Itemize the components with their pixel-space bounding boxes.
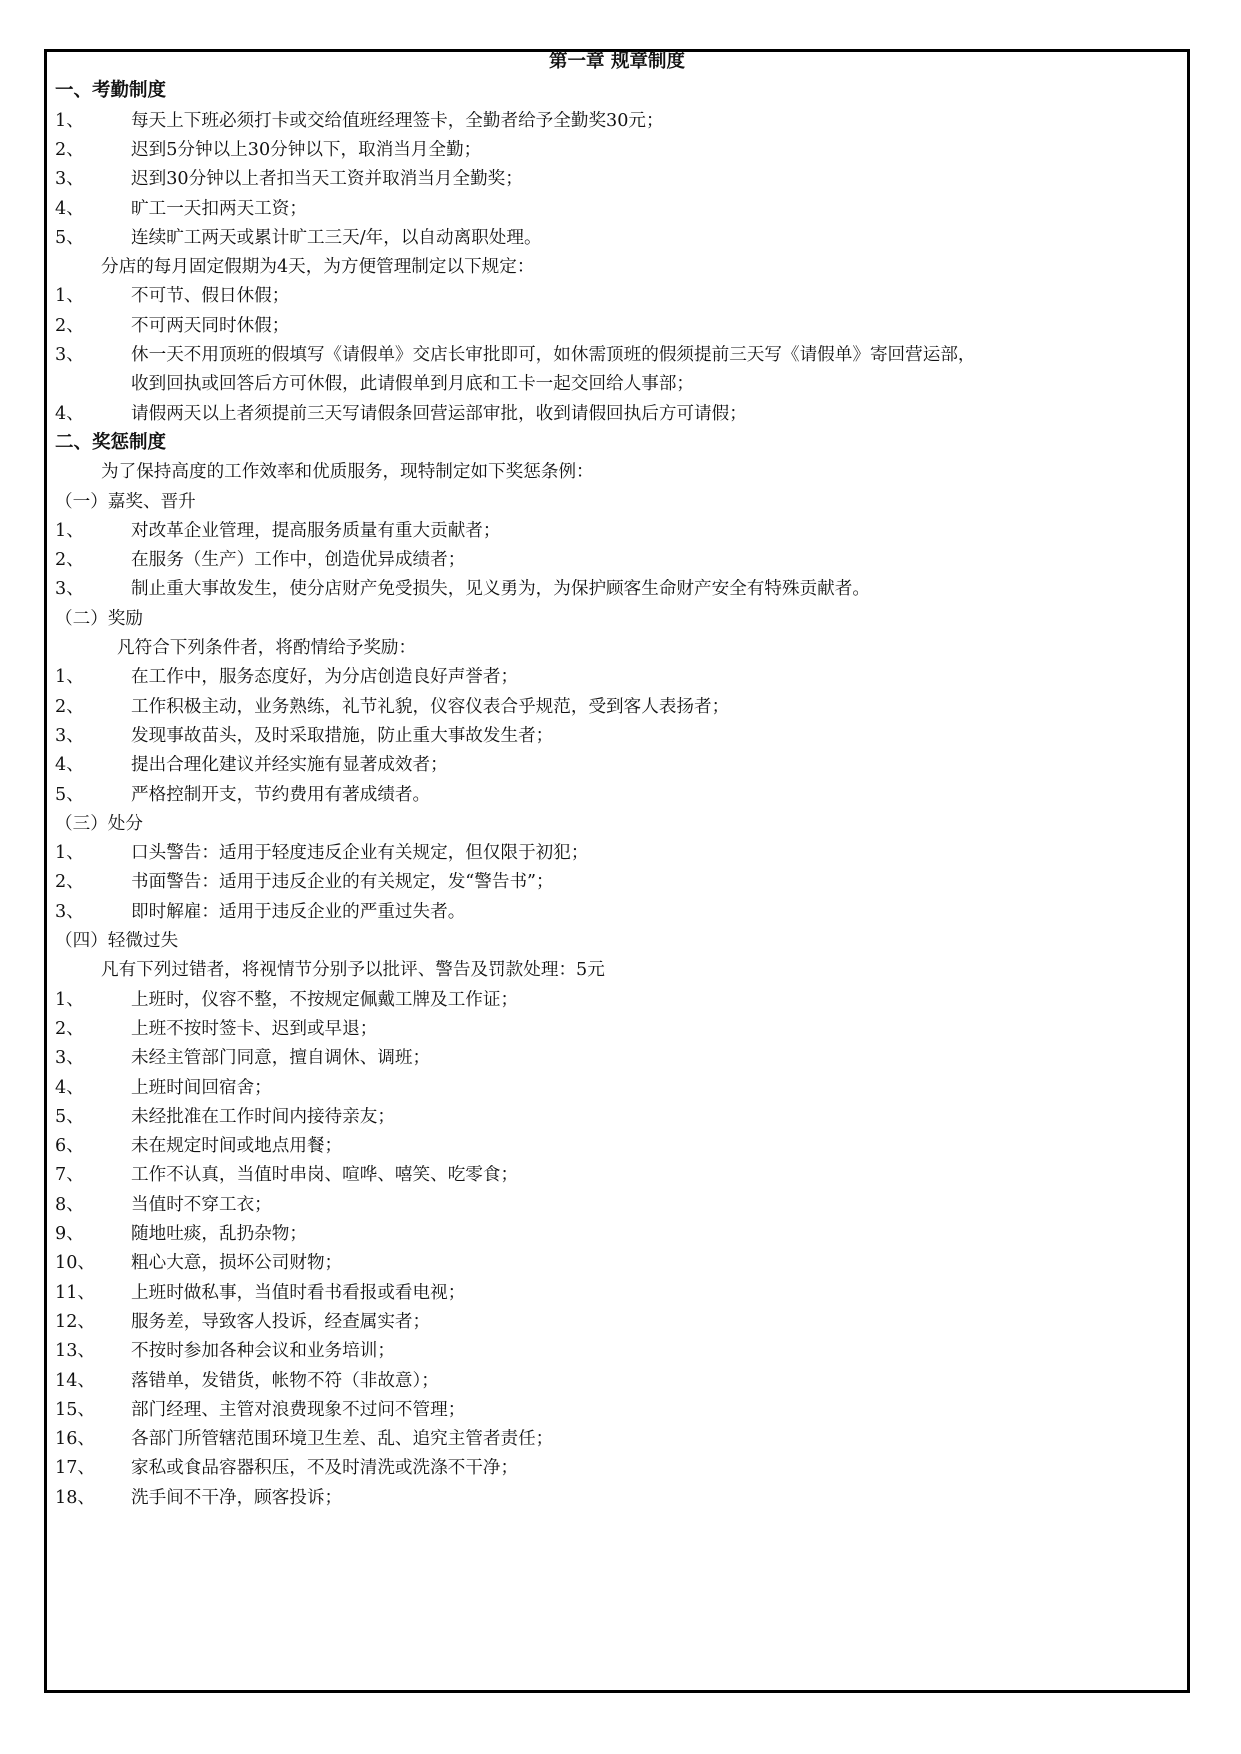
award-intro: [55, 632, 1179, 664]
list-item-number: 3、: [55, 901, 84, 922]
list-item-number: 3、: [55, 345, 84, 365]
list-item-text: 不按时参加各种会议和业务培训；: [131, 1341, 395, 1362]
subsection-heading-penalty-text: （三）处分: [55, 813, 143, 834]
list-item-number: 4、: [55, 403, 84, 424]
list-item-number: 5、: [55, 784, 84, 805]
list-item: [55, 720, 1179, 752]
list-item-text: 部门经理、主管对浪费现象不过问不管理；: [131, 1399, 466, 1420]
list-item-text: 发现事故苗头，及时采取措施，防止重大事故发生者；: [131, 725, 554, 746]
subsection-heading-minor: [55, 925, 1179, 957]
list-item: [55, 1101, 1179, 1133]
list-item-number: 2、: [55, 872, 84, 893]
list-item-text: 每天上下班必须打卡或交给值班经理签卡，全勤者给予全勤奖30元；: [131, 110, 664, 131]
list-item-text: 不可节、假日休假；: [131, 286, 290, 307]
list-item: [55, 515, 1179, 547]
list-item: [55, 1189, 1179, 1221]
list-item-number: 2、: [55, 696, 84, 717]
list-item-number: 10、: [55, 1253, 95, 1274]
list-item: [55, 339, 1179, 371]
subsection-heading-award: [55, 603, 1179, 635]
list-item-number: 15、: [55, 1399, 95, 1420]
list-item-text: 制止重大事故发生，使分店财产免受损失，见义勇为，为保护顾客生命财产安全有特殊贡献者。: [131, 579, 870, 600]
list-item-number: 4、: [55, 755, 84, 776]
list-item-text: 迟到5分钟以上30分钟以下，取消当月全勤；: [131, 139, 482, 160]
list-item: [55, 1335, 1179, 1367]
list-item: [55, 1013, 1179, 1045]
list-item-text: 工作不认真，当值时串岗、喧哗、嘻笑、吃零食；: [131, 1165, 519, 1186]
list-item: [55, 1423, 1179, 1455]
list-item: [55, 691, 1179, 723]
list-item-number: 8、: [55, 1194, 84, 1215]
list-item-text: 未经批准在工作时间内接待亲友；: [131, 1106, 395, 1127]
list-item-number: 1、: [55, 286, 84, 307]
list-item-number: 4、: [55, 1077, 84, 1098]
list-item: [55, 1306, 1179, 1338]
list-item: [55, 661, 1179, 693]
list-item-number: 13、: [55, 1341, 95, 1362]
rewards-intro: [55, 456, 1179, 488]
list-item-text: 未经主管部门同意，擅自调休、调班；: [131, 1048, 431, 1069]
list-item: [55, 573, 1179, 605]
list-item: [55, 222, 1179, 254]
list-item-text: 未在规定时间或地点用餐；: [131, 1136, 343, 1157]
leave-intro: [55, 251, 1179, 283]
list-item-text: 上班时做私事，当值时看书看报或看电视；: [131, 1282, 466, 1303]
minor-intro: [55, 954, 1179, 986]
award-intro-text: 凡符合下列条件者，将酌情给予奖励：: [117, 638, 417, 658]
list-item-number: 4、: [55, 198, 84, 219]
list-item-number: 3、: [55, 579, 84, 600]
list-item-number: 5、: [55, 227, 84, 248]
list-item-number: 12、: [55, 1311, 95, 1332]
list-item: [55, 779, 1179, 811]
list-item-number: 14、: [55, 1370, 95, 1391]
list-item-text: 不可两天同时休假；: [131, 315, 290, 336]
list-item: [55, 866, 1179, 898]
list-item-number: 1、: [55, 989, 84, 1010]
section-heading-attendance: 一、考勤制度: [55, 80, 167, 102]
leave-intro-text: 分店的每月固定假期为4天，为方便管理制定以下规定：: [101, 257, 535, 278]
list-item-number: 3、: [55, 169, 84, 190]
rewards-intro-text: 为了保持高度的工作效率和优质服务，现特制定如下奖惩条例：: [101, 462, 594, 483]
list-item-text: 严格控制开支，节约费用有著成绩者。: [131, 784, 431, 805]
list-item-text: 上班不按时签卡、迟到或早退；: [131, 1018, 378, 1039]
list-item-number: 2、: [55, 1018, 84, 1039]
list-item: [55, 837, 1179, 869]
list-item: [55, 1130, 1179, 1162]
minor-intro-text: 凡有下列过错者，将视情节分别予以批评、警告及罚款处理：5元: [101, 960, 605, 981]
list-item-text: 迟到30分钟以上者扣当天工资并取消当月全勤奖；: [131, 169, 523, 190]
list-item-text: 上班时间回宿舍；: [131, 1077, 272, 1098]
list-item-number: 7、: [55, 1165, 84, 1186]
list-item-text: 当值时不穿工衣；: [131, 1194, 272, 1215]
list-item: [55, 193, 1179, 225]
list-item-text: 在服务（生产）工作中，创造优异成绩者；: [131, 550, 466, 571]
list-item-number: 16、: [55, 1429, 95, 1450]
list-item-continuation-text: 收到回执或回答后方可休假，此请假单到月底和工卡一起交回给人事部；: [131, 374, 695, 395]
list-item: [55, 1452, 1179, 1484]
list-item-number: 9、: [55, 1224, 84, 1244]
list-item-text: 提出合理化建议并经实施有显著成效者；: [131, 755, 448, 776]
list-item: [55, 984, 1179, 1016]
list-item-number: 5、: [55, 1106, 84, 1127]
list-item-text: 口头警告：适用于轻度违反企业有关规定，但仅限于初犯；: [131, 843, 589, 864]
section-heading-rewards: 二、奖惩制度: [55, 431, 167, 453]
list-item: [55, 134, 1179, 166]
list-item: [55, 1247, 1179, 1279]
list-item-text: 对改革企业管理，提高服务质量有重大贡献者；: [131, 520, 501, 541]
subsection-heading-praise: [55, 486, 1179, 518]
list-item-number: 3、: [55, 1048, 84, 1069]
list-item: [55, 105, 1179, 137]
list-item-number: 2、: [55, 139, 84, 160]
list-item-number: 1、: [55, 843, 84, 864]
list-item-text: 上班时，仪容不整，不按规定佩戴工牌及工作证；: [131, 989, 519, 1010]
list-item: [55, 749, 1179, 781]
list-item-number: 2、: [55, 315, 84, 336]
subsection-heading-penalty: [55, 808, 1179, 840]
list-item-text: 服务差，导致客人投诉，经查属实者；: [131, 1311, 431, 1332]
list-item-text: 连续旷工两天或累计旷工三天/年，以自动离职处理。: [131, 227, 542, 248]
list-item: [55, 1394, 1179, 1426]
list-item-text: 书面警告：适用于违反企业的有关规定，发“警告书”；: [131, 872, 554, 893]
page-title: 第一章 规章制度: [549, 51, 685, 72]
list-item: [55, 163, 1179, 195]
list-item-text: 各部门所管辖范围环境卫生差、乱、追究主管者责任；: [131, 1429, 554, 1450]
list-item: [55, 1277, 1179, 1309]
list-item: [55, 1482, 1179, 1514]
subsection-heading-minor-text: （四）轻微过失: [55, 931, 179, 951]
list-item-text: 休一天不用顶班的假填写《请假单》交店长审批即可，如休需顶班的假须提前三天写《请假单》寄回营运部，: [131, 345, 976, 365]
list-item-number: 17、: [55, 1458, 95, 1479]
list-item-number: 11、: [55, 1282, 95, 1303]
list-item: [55, 280, 1179, 312]
list-item: [55, 1365, 1179, 1397]
list-item-number: 2、: [55, 550, 84, 571]
list-item-number: 1、: [55, 667, 84, 688]
subsection-heading-award-text: （二）奖励: [55, 608, 143, 629]
list-item: [55, 1159, 1179, 1191]
list-item-text: 家私或食品容器积压，不及时清洗或洗涤不干净；: [131, 1458, 519, 1479]
list-item-text: 即时解雇：适用于违反企业的严重过失者。: [131, 901, 466, 922]
list-item: [55, 310, 1179, 342]
list-item-number: 18、: [55, 1487, 95, 1508]
list-item-text: 在工作中，服务态度好，为分店创造良好声誉者；: [131, 667, 519, 688]
list-item: [55, 1218, 1179, 1250]
list-item-text: 请假两天以上者须提前三天写请假条回营运部审批，收到请假回执后方可请假；: [131, 403, 747, 424]
list-item: [55, 544, 1179, 576]
list-item-number: 3、: [55, 725, 84, 746]
list-item-number: 6、: [55, 1136, 84, 1157]
list-item-text: 随地吐痰，乱扔杂物；: [131, 1224, 307, 1244]
subsection-heading-praise-text: （一）嘉奖、晋升: [55, 491, 196, 512]
list-item-text: 旷工一天扣两天工资；: [131, 198, 307, 219]
list-item-continuation: [55, 368, 1179, 400]
list-item-text: 工作积极主动，业务熟练，礼节礼貌，仪容仪表合乎规范，受到客人表扬者；: [131, 696, 730, 717]
list-item-number: 1、: [55, 520, 84, 541]
list-item: [55, 398, 1179, 430]
list-item-text: 洗手间不干净，顾客投诉；: [131, 1487, 343, 1508]
list-item: [55, 896, 1179, 928]
list-item-text: 粗心大意，损坏公司财物；: [131, 1253, 343, 1274]
list-item-number: 1、: [55, 110, 84, 131]
list-item: [55, 1042, 1179, 1074]
list-item: [55, 1072, 1179, 1104]
list-item-text: 落错单，发错货，帐物不符（非故意）；: [131, 1370, 439, 1391]
